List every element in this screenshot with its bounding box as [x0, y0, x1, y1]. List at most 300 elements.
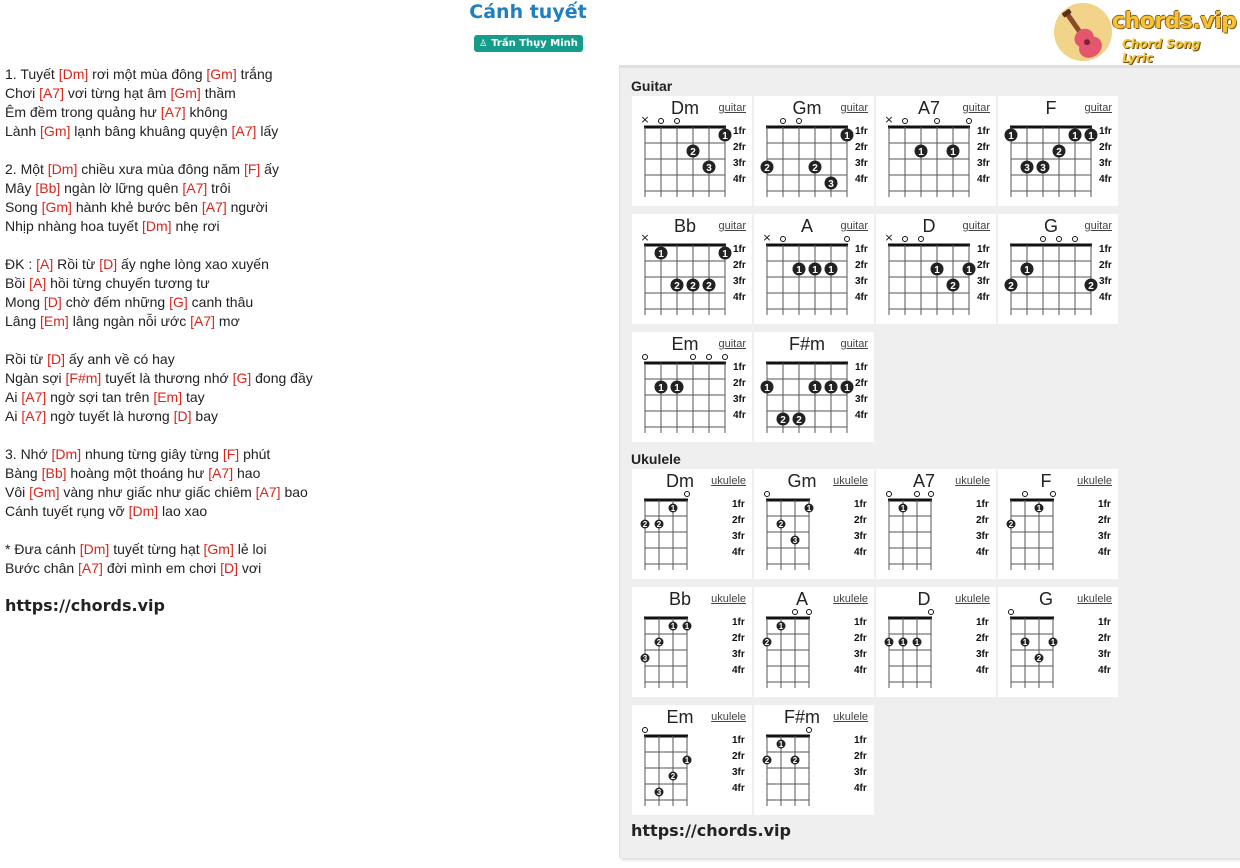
guitar-chord-card[interactable] [754, 332, 874, 442]
author-name: Trần Thụy Minh [491, 38, 578, 49]
fret-label: 4fr [855, 292, 868, 303]
open-string-marker [797, 119, 802, 124]
open-string-marker [919, 237, 924, 242]
fret-label: 3fr [1098, 531, 1111, 542]
finger-number: 1 [1050, 638, 1056, 647]
lyric-text: thầm [200, 85, 236, 101]
lyric-text: * Đưa cánh [5, 541, 80, 557]
chord-link[interactable]: [F#m] [65, 370, 102, 386]
lyric-text: ấy [260, 161, 279, 177]
finger-number: 2 [950, 281, 956, 292]
chord-link[interactable]: [F] [222, 446, 240, 462]
finger-number: 2 [690, 147, 696, 158]
ukulele-chord-card[interactable] [754, 705, 874, 815]
open-string-marker [845, 237, 850, 242]
chord-link[interactable]: [D] [43, 294, 62, 310]
fret-label: 2fr [1098, 515, 1111, 526]
finger-number: 1 [778, 622, 784, 631]
finger-number: 2 [764, 638, 770, 647]
ukulele-chord-card[interactable] [998, 587, 1118, 697]
chord-link[interactable]: [D] [220, 560, 239, 576]
lyric-line [5, 198, 605, 217]
ukulele-chord-link[interactable]: ukulele [955, 475, 990, 487]
lyric-text: chờ đếm những [61, 294, 170, 310]
ukulele-chord-card[interactable] [754, 587, 874, 697]
lyric-text: Ai [5, 389, 22, 405]
guitar-chord-link[interactable]: guitar [1084, 220, 1112, 232]
finger-number: 1 [844, 383, 850, 394]
lyric-line [5, 464, 605, 483]
lyric-text: Mây [5, 180, 36, 196]
chord-link[interactable]: [Dm] [79, 541, 110, 557]
fret-label: 1fr [854, 617, 867, 628]
open-string-marker [781, 119, 786, 124]
lyric-text: ĐK : [5, 256, 37, 272]
open-string-marker [903, 237, 908, 242]
finger-number: 1 [966, 265, 972, 276]
lyric-text: ngàn lờ lững quên [60, 180, 183, 196]
chord-name: A7 [917, 98, 941, 118]
lyric-text: vơi [238, 560, 262, 576]
fret-label: 4fr [855, 410, 868, 421]
lyric-text: bay [191, 408, 218, 424]
fret-label: 2fr [732, 751, 745, 762]
lyric-text: tuyết từng hạt [109, 541, 204, 557]
chord-link[interactable]: [A7] [255, 484, 281, 500]
open-string-marker [1073, 237, 1078, 242]
fret-label: 3fr [732, 531, 745, 542]
lyric-text: hồi từng chuyến tương tư [46, 275, 210, 291]
chord-link[interactable]: [Em] [153, 389, 183, 405]
finger-number: 1 [1008, 131, 1014, 142]
chord-link[interactable]: [Gm] [41, 199, 72, 215]
lyric-line [5, 312, 605, 331]
finger-number: 1 [722, 131, 728, 142]
lyric-line [5, 103, 605, 122]
lyric-line [5, 122, 605, 141]
finger-number: 3 [1040, 163, 1046, 174]
fret-label: 4fr [855, 174, 868, 185]
ukulele-chord-card[interactable] [876, 587, 996, 697]
chord-name: D [922, 216, 936, 236]
guitar-chord-grid [632, 96, 1122, 442]
guitar-chord-link[interactable]: guitar [718, 102, 746, 114]
lyric-spacer [5, 331, 605, 350]
lyric-text: lấy [256, 123, 279, 139]
muted-string-marker: × [762, 231, 772, 244]
fret-label: 4fr [854, 665, 867, 676]
chord-link[interactable]: [A] [29, 275, 47, 291]
fret-label: 2fr [1098, 633, 1111, 644]
guitar-chord-card[interactable] [632, 214, 752, 324]
lyric-text: trắng [236, 66, 273, 82]
guitar-section-title: Guitar [631, 78, 673, 94]
chord-link[interactable]: [Dm] [58, 66, 89, 82]
chord-link[interactable]: [Gm] [206, 66, 237, 82]
guitar-chord-card[interactable] [998, 96, 1118, 206]
finger-number: 1 [900, 638, 906, 647]
ukulele-chord-card[interactable] [632, 587, 752, 697]
fret-label: 4fr [854, 783, 867, 794]
lyrics-block [5, 65, 605, 578]
fret-label: 3fr [732, 649, 745, 660]
fret-label: 3fr [733, 394, 746, 405]
open-string-marker [1051, 492, 1056, 497]
fret-label: 4fr [733, 292, 746, 303]
chord-link[interactable]: [G] [232, 370, 252, 386]
fret-label: 2fr [732, 515, 745, 526]
ukulele-chord-link[interactable]: ukulele [1077, 593, 1112, 605]
chord-link[interactable]: [A] [36, 256, 54, 272]
page-header [0, 0, 1240, 65]
finger-number: 1 [1072, 131, 1078, 142]
finger-number: 2 [1008, 281, 1014, 292]
open-string-marker [967, 119, 972, 124]
finger-number: 1 [1024, 265, 1030, 276]
finger-number: 2 [778, 520, 784, 529]
guitar-chord-card[interactable] [632, 332, 752, 442]
finger-number: 2 [670, 772, 676, 781]
finger-number: 1 [670, 504, 676, 513]
ukulele-chord-link[interactable]: ukulele [711, 475, 746, 487]
ukulele-chord-link[interactable]: ukulele [1077, 475, 1112, 487]
lyric-text: lạnh bâng khuâng quyện [70, 123, 232, 139]
fret-label: 1fr [977, 244, 990, 255]
fret-label: 2fr [733, 378, 746, 389]
lyric-text: Vôi [5, 484, 30, 500]
ukulele-chord-link[interactable]: ukulele [955, 593, 990, 605]
fret-label: 3fr [732, 767, 745, 778]
finger-number: 2 [1056, 147, 1062, 158]
chord-link[interactable]: [Dm] [128, 503, 159, 519]
fret-label: 1fr [854, 735, 867, 746]
chord-link[interactable]: [Em] [40, 313, 69, 329]
fret-label: 1fr [855, 126, 868, 137]
lyric-text: đong đầy [251, 370, 313, 386]
lyric-line [5, 388, 605, 407]
fret-label: 2fr [854, 751, 867, 762]
chord-link[interactable]: [A7] [160, 104, 186, 120]
guitar-chord-card[interactable] [876, 214, 996, 324]
chord-name: A [800, 216, 814, 236]
finger-number: 1 [828, 383, 834, 394]
lyric-spacer [5, 426, 605, 445]
fret-label: 3fr [854, 649, 867, 660]
fret-label: 3fr [976, 531, 989, 542]
fret-label: 2fr [855, 142, 868, 153]
lyric-text: lẻ loi [233, 541, 267, 557]
lyric-spacer [5, 141, 605, 160]
chord-link[interactable]: [A7] [21, 408, 47, 424]
lyric-text: mơ [215, 313, 240, 329]
chord-name: A [795, 589, 809, 609]
chord-name: Bb [668, 589, 692, 609]
finger-number: 1 [886, 638, 892, 647]
fret-label: 3fr [733, 276, 746, 287]
finger-number: 1 [900, 504, 906, 513]
chord-link[interactable]: [A7] [21, 389, 47, 405]
site-url-link[interactable]: https://chords.vip [5, 596, 165, 615]
fret-label: 3fr [977, 276, 990, 287]
chord-link[interactable]: [A7] [201, 199, 227, 215]
ukulele-chord-link[interactable]: ukulele [711, 711, 746, 723]
lyric-text: vơi từng hạt âm [63, 85, 171, 101]
fret-label: 4fr [732, 665, 745, 676]
open-string-marker [929, 492, 934, 497]
lyric-text: Bước chân [5, 560, 79, 576]
lyric-text: ngờ sợi tan trên [46, 389, 154, 405]
ukulele-chord-card[interactable] [876, 469, 996, 579]
fret-label: 2fr [976, 515, 989, 526]
site-logo[interactable] [1054, 3, 1237, 65]
lyric-line [5, 350, 605, 369]
logo-text: chords.vip [1112, 9, 1237, 34]
open-string-marker [929, 610, 934, 615]
open-string-marker [915, 492, 920, 497]
finger-number: 2 [792, 756, 798, 765]
fret-label: 3fr [854, 767, 867, 778]
chord-link[interactable]: [G] [169, 294, 188, 310]
chord-name: A7 [912, 471, 936, 491]
finger-number: 1 [722, 249, 728, 260]
guitar-chord-card[interactable] [754, 214, 874, 324]
finger-number: 1 [934, 265, 940, 276]
lyric-line [5, 84, 605, 103]
chord-link[interactable]: [Gm] [29, 484, 60, 500]
open-string-marker [659, 119, 664, 124]
chord-link[interactable]: [A7] [182, 180, 208, 196]
finger-number: 2 [764, 756, 770, 765]
finger-number: 1 [684, 622, 690, 631]
lyric-spacer [5, 236, 605, 255]
lyric-line [5, 65, 605, 84]
fret-label: 3fr [733, 158, 746, 169]
guitar-chord-card[interactable] [754, 96, 874, 206]
ukulele-chord-card[interactable] [754, 469, 874, 579]
lyric-line [5, 407, 605, 426]
lyric-text: lâng ngàn nỗi ước [68, 313, 191, 329]
ukulele-chord-link[interactable]: ukulele [711, 593, 746, 605]
chord-link[interactable]: [A7] [231, 123, 257, 139]
finger-number: 1 [1088, 131, 1094, 142]
fret-label: 1fr [732, 499, 745, 510]
open-string-marker [807, 610, 812, 615]
fret-label: 2fr [977, 142, 990, 153]
chord-name: Dm [671, 98, 699, 118]
ukulele-chord-link[interactable]: ukulele [833, 711, 868, 723]
guitar-chord-link[interactable]: guitar [962, 102, 990, 114]
logo-tagline: Chord Song Lyric [1122, 37, 1201, 65]
chord-link[interactable]: [A7] [190, 313, 216, 329]
lyric-line [5, 274, 605, 293]
fret-label: 2fr [732, 633, 745, 644]
open-string-marker [1009, 610, 1014, 615]
ukulele-chord-card[interactable] [998, 469, 1118, 579]
fret-label: 1fr [976, 617, 989, 628]
open-string-marker [643, 728, 648, 733]
fret-label: 4fr [732, 783, 745, 794]
fret-label: 2fr [854, 515, 867, 526]
fret-label: 1fr [733, 362, 746, 373]
finger-number: 2 [656, 638, 662, 647]
lyric-text: 1. Tuyết [5, 66, 59, 82]
fret-label: 4fr [733, 410, 746, 421]
chord-name: F#m [789, 334, 825, 354]
lyric-text: canh thâu [187, 294, 254, 310]
open-string-marker [1041, 237, 1046, 242]
guitar-chord-link[interactable]: guitar [840, 102, 868, 114]
chord-diagrams-panel [619, 65, 1240, 858]
fret-label: 4fr [976, 665, 989, 676]
chord-name: F [1040, 471, 1052, 491]
lyric-text: Lâng [5, 313, 41, 329]
chord-name: Em [666, 707, 694, 727]
fret-label: 1fr [855, 244, 868, 255]
lyric-text: Mong [5, 294, 44, 310]
chord-link[interactable]: [Dm] [142, 218, 172, 234]
chord-link[interactable]: [Gm] [203, 541, 234, 557]
fret-label: 1fr [732, 735, 745, 746]
finger-number: 1 [796, 265, 802, 276]
lyric-text: Cánh tuyết rụng vỡ [5, 503, 129, 519]
finger-number: 1 [828, 265, 834, 276]
finger-number: 1 [844, 131, 850, 142]
finger-number: 1 [812, 265, 818, 276]
guitar-chord-link[interactable]: guitar [962, 220, 990, 232]
finger-number: 2 [706, 281, 712, 292]
chord-link[interactable]: [Bb] [35, 180, 61, 196]
open-string-marker [707, 355, 712, 360]
author-badge[interactable] [474, 35, 583, 52]
chord-link[interactable]: [Dm] [47, 161, 78, 177]
ukulele-chord-link[interactable]: ukulele [833, 475, 868, 487]
lyric-line [5, 369, 605, 388]
fret-label: 3fr [854, 531, 867, 542]
open-string-marker [723, 355, 728, 360]
lyric-text: phút [239, 446, 271, 462]
finger-number: 2 [1088, 281, 1094, 292]
ukulele-chord-card[interactable] [632, 705, 752, 815]
open-string-marker [765, 492, 770, 497]
finger-number: 2 [690, 281, 696, 292]
open-string-marker [935, 119, 940, 124]
ukulele-section-title: Ukulele [631, 451, 681, 467]
lyric-text: hành khẻ bước bên [71, 199, 202, 215]
muted-string-marker: × [640, 231, 650, 244]
finger-number: 2 [1036, 654, 1042, 663]
chord-link[interactable]: [A7] [78, 560, 103, 576]
guitar-chord-link[interactable]: guitar [718, 338, 746, 350]
open-string-marker [1057, 237, 1062, 242]
lyric-line [5, 255, 605, 274]
ukulele-chord-link[interactable]: ukulele [833, 593, 868, 605]
muted-string-marker: × [884, 113, 894, 126]
fret-label: 1fr [1099, 244, 1112, 255]
fret-label: 3fr [976, 649, 989, 660]
chord-link[interactable]: [D] [99, 256, 118, 272]
open-string-marker [807, 728, 812, 733]
lyric-spacer [5, 521, 605, 540]
finger-number: 2 [656, 520, 662, 529]
lyric-text: tuyết là thương nhớ [101, 370, 233, 386]
lyric-text: lao xao [158, 503, 208, 519]
fret-label: 2fr [854, 633, 867, 644]
chord-name: Em [671, 334, 699, 354]
lyric-text: nhung từng giây từng [81, 446, 223, 462]
fret-label: 2fr [977, 260, 990, 271]
lyric-text: Lành [5, 123, 41, 139]
fret-label: 2fr [733, 142, 746, 153]
fret-label: 2fr [1099, 260, 1112, 271]
chord-link[interactable]: [Gm] [170, 85, 201, 101]
guitar-chord-link[interactable]: guitar [840, 220, 868, 232]
finger-number: 2 [674, 281, 680, 292]
lyric-text: bao [280, 484, 308, 500]
fret-label: 1fr [855, 362, 868, 373]
lyric-text: hoàng một thoáng hư [66, 465, 209, 481]
open-string-marker [643, 355, 648, 360]
ukulele-chord-card[interactable] [632, 469, 752, 579]
fret-label: 2fr [1099, 142, 1112, 153]
fret-label: 4fr [976, 547, 989, 558]
fret-label: 1fr [1098, 617, 1111, 628]
guitar-chord-card[interactable] [632, 96, 752, 206]
song-title[interactable]: Cánh tuyết [469, 1, 587, 23]
fret-label: 4fr [1099, 292, 1112, 303]
muted-string-marker: × [640, 113, 650, 126]
lyric-text: ấy anh về có hay [64, 351, 175, 367]
fret-label: 4fr [1099, 174, 1112, 185]
fret-label: 2fr [855, 260, 868, 271]
guitar-chord-link[interactable]: guitar [840, 338, 868, 350]
finger-number: 2 [642, 520, 648, 529]
lyric-text: tay [182, 389, 205, 405]
open-string-marker [1023, 492, 1028, 497]
finger-number: 3 [828, 179, 834, 190]
chord-link[interactable]: [A7] [208, 465, 234, 481]
guitar-chord-card[interactable] [876, 96, 996, 206]
guitar-chord-link[interactable]: guitar [718, 220, 746, 232]
chord-link[interactable]: [A7] [39, 85, 64, 101]
finger-number: 2 [1008, 520, 1014, 529]
chord-name: Bb [673, 216, 697, 236]
site-url-link-panel[interactable]: https://chords.vip [631, 821, 791, 840]
chord-link[interactable]: [D] [47, 351, 65, 367]
finger-number: 1 [918, 147, 924, 158]
fret-label: 4fr [977, 174, 990, 185]
open-string-marker [781, 237, 786, 242]
finger-number: 1 [658, 383, 664, 394]
finger-number: 1 [778, 740, 784, 749]
lyric-text: trôi [207, 180, 231, 196]
lyric-text: hao [233, 465, 261, 481]
chord-link[interactable]: [F] [243, 161, 261, 177]
chord-link[interactable]: [Gm] [40, 123, 71, 139]
guitar-chord-link[interactable]: guitar [1084, 102, 1112, 114]
finger-number: 1 [1022, 638, 1028, 647]
guitar-chord-card[interactable] [998, 214, 1118, 324]
chord-link[interactable]: [Bb] [41, 465, 67, 481]
open-string-marker [903, 119, 908, 124]
fret-label: 3fr [977, 158, 990, 169]
lyric-text: ngờ tuyết là hương [46, 408, 174, 424]
finger-number: 1 [1036, 504, 1042, 513]
fret-label: 1fr [976, 499, 989, 510]
lyric-text: 2. Một [5, 161, 48, 177]
chord-link[interactable]: [D] [173, 408, 192, 424]
open-string-marker [887, 492, 892, 497]
chord-link[interactable]: [Dm] [51, 446, 82, 462]
